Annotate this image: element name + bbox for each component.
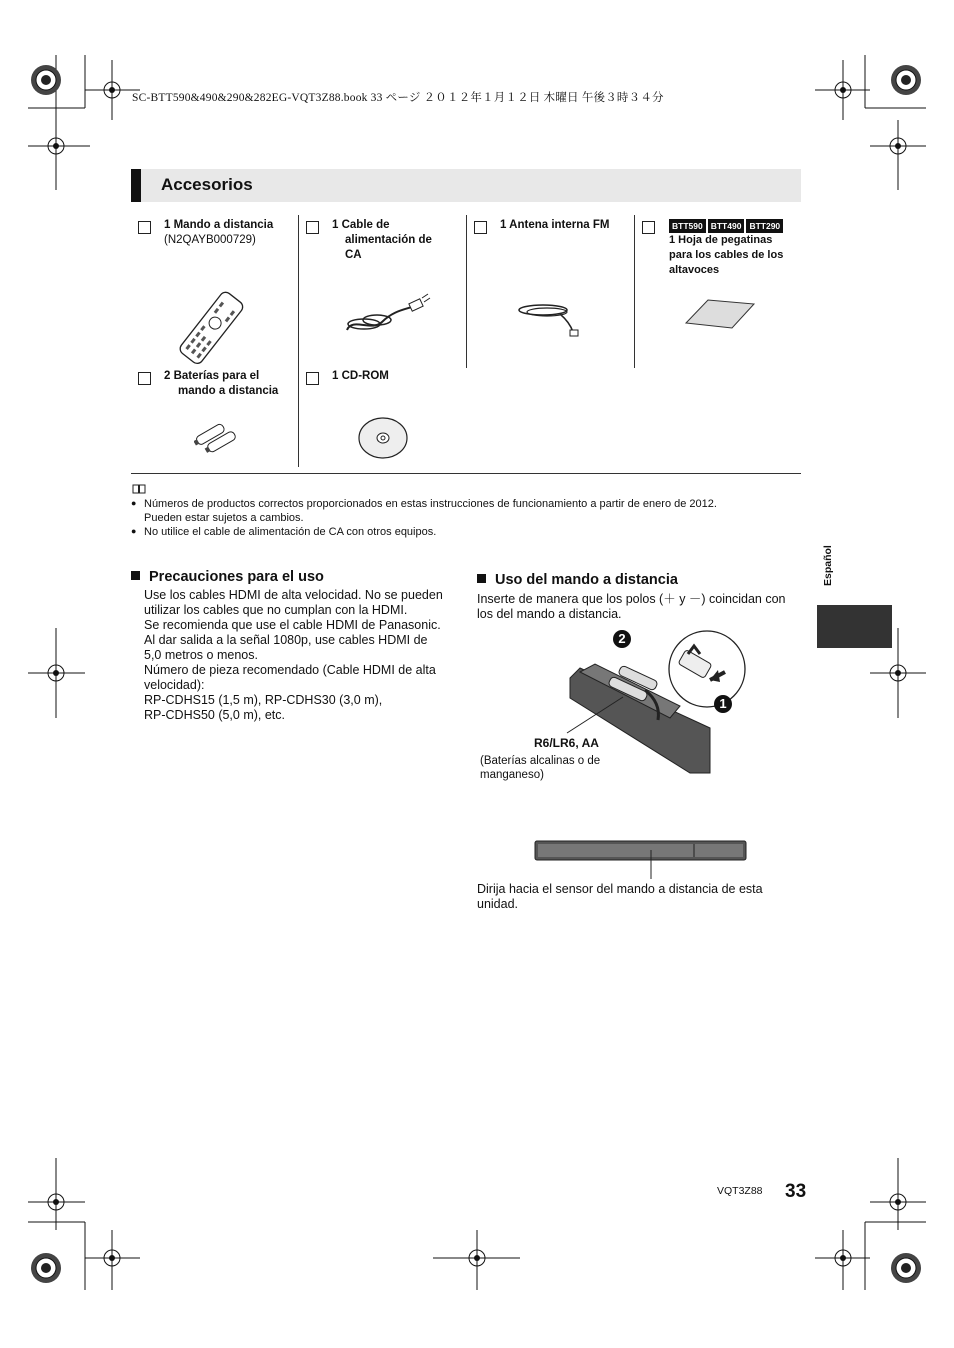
text-line: unidad. bbox=[477, 897, 519, 911]
remote-use-title: Uso del mando a distancia bbox=[495, 572, 678, 588]
checkbox[interactable] bbox=[138, 372, 151, 385]
checkbox[interactable] bbox=[306, 372, 319, 385]
accessory-label-line: 1 Hoja de pegatinas bbox=[669, 234, 773, 246]
battery-note bbox=[480, 754, 640, 782]
grid-bottom-rule bbox=[131, 473, 801, 474]
battery-leader-line bbox=[565, 695, 625, 735]
player-unit-illustration bbox=[534, 840, 748, 880]
bullet-icon: ● bbox=[131, 498, 137, 508]
note-line: No utilice el cable de alimentación de CA con otros equipos. bbox=[144, 526, 437, 538]
accessory-label-line: 2 Baterías para el bbox=[164, 370, 260, 382]
square-bullet-icon bbox=[477, 574, 486, 583]
model-badge: BTT290 bbox=[746, 219, 783, 233]
text-line: RP-CDHS50 (5,0 m), etc. bbox=[144, 708, 286, 722]
text-line: velocidad): bbox=[144, 678, 205, 692]
text-line: Dirija hacia el sensor del mando a distancia de esta bbox=[477, 882, 763, 896]
accessory-label-line: mando a distancia bbox=[178, 385, 279, 397]
accessory-label-line: CA bbox=[345, 249, 362, 261]
step-1-badge: 1 bbox=[714, 695, 732, 713]
batteries-illustration bbox=[194, 423, 240, 453]
model-badge: BTT490 bbox=[708, 219, 745, 233]
remote-use-text bbox=[477, 592, 807, 622]
precautions-heading bbox=[131, 569, 324, 585]
language-tab-label bbox=[816, 538, 840, 588]
sticker-sheet-illustration bbox=[684, 298, 756, 330]
text-line: manganeso) bbox=[480, 769, 544, 781]
notes-list bbox=[131, 497, 801, 539]
bullet-icon: ● bbox=[131, 526, 137, 536]
accessory-label-line: alimentación de bbox=[345, 234, 432, 246]
precautions-title: Precauciones para el uso bbox=[149, 569, 324, 585]
document-code: VQT3Z88 bbox=[717, 1185, 763, 1197]
accessory-sticker-sheet bbox=[669, 219, 801, 278]
accessory-remote bbox=[164, 218, 294, 248]
text-line: Número de pieza recomendado (Cable HDMI de alta bbox=[144, 663, 436, 677]
checkbox[interactable] bbox=[138, 221, 151, 234]
text-line: Se recomienda que use el cable HDMI de Panasonic. bbox=[144, 618, 441, 632]
text-line: Al dar salida a la señal 1080p, use cables HDMI de bbox=[144, 633, 428, 647]
grid-divider bbox=[466, 215, 467, 368]
accessory-ac-cable bbox=[332, 218, 457, 263]
square-bullet-icon bbox=[131, 571, 140, 580]
grid-divider bbox=[298, 215, 299, 467]
accessory-cd-rom: 1 CD-ROM bbox=[332, 370, 389, 382]
precautions-text bbox=[144, 588, 464, 723]
model-badges bbox=[669, 219, 801, 233]
accessory-label-line: altavoces bbox=[669, 264, 720, 276]
accessory-part-number: (N2QAYB000729) bbox=[164, 234, 256, 246]
checkbox[interactable] bbox=[474, 221, 487, 234]
text-line: RP-CDHS15 (1,5 m), RP-CDHS30 (3,0 m), bbox=[144, 693, 383, 707]
accessory-label: 1 Mando a distancia bbox=[164, 219, 274, 231]
language-label: Español bbox=[822, 545, 834, 586]
section-title: Accesorios bbox=[161, 175, 253, 194]
grid-divider bbox=[634, 215, 635, 368]
section-marker bbox=[131, 169, 141, 202]
page-number: 33 bbox=[785, 1181, 807, 1202]
text-line: Inserte de manera que los polos (＋ y －) coincidan con bbox=[477, 592, 786, 606]
note-item bbox=[131, 497, 801, 525]
text-line: (Baterías alcalinas o de bbox=[480, 755, 601, 767]
text-line: los del mando a distancia. bbox=[477, 607, 622, 621]
cd-rom-illustration bbox=[357, 416, 409, 460]
section-title-bar bbox=[131, 169, 801, 202]
sensor-note bbox=[477, 882, 797, 912]
remote-control-illustration bbox=[165, 288, 255, 368]
step-2-badge: 2 bbox=[613, 630, 631, 648]
checkbox[interactable] bbox=[306, 221, 319, 234]
accessory-fm-antenna: 1 Antena interna FM bbox=[500, 219, 610, 231]
text-line: utilizar los cables que no cumplan con la HDMI. bbox=[144, 603, 408, 617]
accessory-label-line: para los cables de los bbox=[669, 249, 784, 261]
text-line: 5,0 metros o menos. bbox=[144, 648, 258, 662]
battery-type-label: R6/LR6, AA bbox=[534, 736, 599, 750]
checkbox[interactable] bbox=[642, 221, 655, 234]
model-badge: BTT590 bbox=[669, 219, 706, 233]
accessory-label-line: 1 Cable de bbox=[332, 219, 390, 231]
accessory-batteries bbox=[164, 369, 296, 399]
note-line: Números de productos correctos proporcionados en estas instrucciones de funcionamiento a partir de enero de 2012. bbox=[144, 498, 717, 510]
text-line: Use los cables HDMI de alta velocidad. No se pueden bbox=[144, 588, 443, 602]
note-item bbox=[131, 525, 801, 539]
fm-antenna-illustration bbox=[515, 298, 585, 338]
note-line: Pueden estar sujetos a cambios. bbox=[144, 512, 304, 524]
remote-use-heading bbox=[477, 572, 678, 588]
ac-cable-illustration bbox=[342, 292, 432, 337]
language-tab bbox=[817, 605, 892, 648]
print-file-header: SC-BTT590&490&290&282EG-VQT3Z88.book 33 ページ ２０１２年１月１２日 木曜日 午後３時３４分 bbox=[132, 92, 664, 104]
book-icon bbox=[132, 484, 146, 495]
